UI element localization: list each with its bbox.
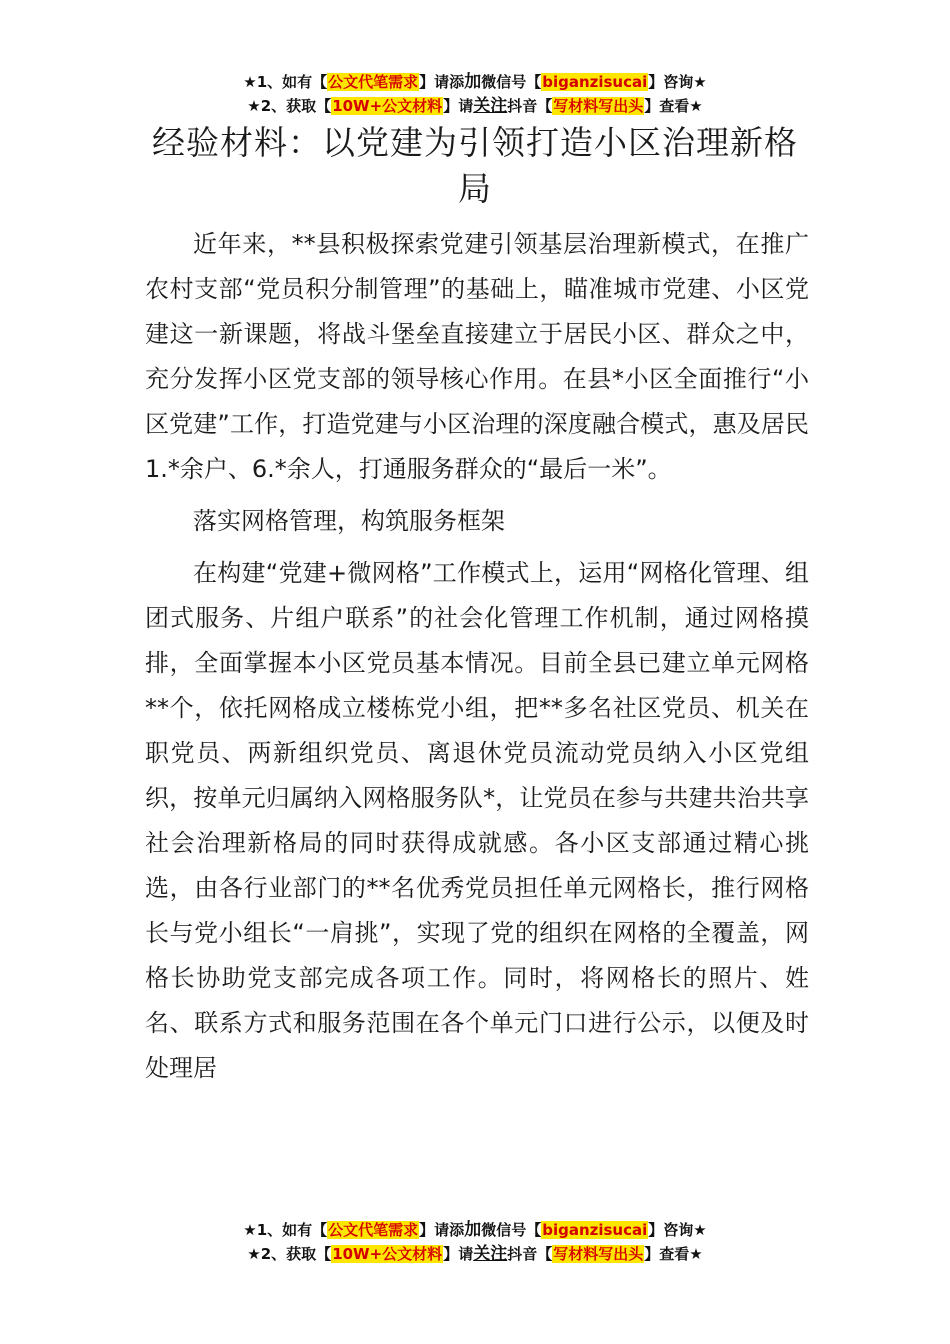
banner-text: 抖音【 — [507, 1245, 553, 1263]
banner-text: 】请添 — [419, 1221, 465, 1239]
banner-text: 微信号【 — [481, 1221, 542, 1239]
banner-text: 】咨询★ — [648, 1221, 707, 1239]
banner-text: 】请添 — [419, 73, 465, 91]
header-banner — [0, 70, 950, 118]
banner-highlight: 写材料写出头 — [553, 1245, 644, 1263]
banner-highlight: 10W+公文材料 — [332, 1245, 443, 1263]
banner-text: ★2、获取【 — [247, 97, 332, 115]
banner-text: ★1、如有【 — [243, 1221, 328, 1239]
section-heading: 落实网格管理，构筑服务框架 — [193, 507, 505, 535]
banner-highlight: biganzisucai — [542, 73, 648, 91]
banner-line-2 — [0, 1242, 950, 1266]
footer-banner — [0, 1218, 950, 1266]
banner-text: ★2、获取【 — [247, 1245, 332, 1263]
banner-text: ★1、如有【 — [243, 73, 328, 91]
banner-text: 关注 — [473, 96, 508, 116]
document-body — [145, 222, 809, 1098]
banner-text: 】查看★ — [644, 97, 703, 115]
banner-text: 抖音【 — [507, 97, 553, 115]
banner-highlight: biganzisucai — [542, 1221, 648, 1239]
banner-line-1 — [0, 70, 950, 94]
paragraph-grid-management: 在构建“党建+微网格”工作模式上，运用“网格化管理、组团式服务、片组户联系”的社会化管理工作机制，通过网格摸排，全面掌握本小区党员基本情况。目前全县已建立单元网格**个，依托网格成立楼栋党小组，把**多名社区党员、机关在职党员、两新组织党员、离退休党员流动党员纳入小区党组织，按单元归属纳入网格服务队*，让党员在参与共建共治共享社会治理新格局的同时获得成就感。各小区支部通过精心挑选，由各行业部门的**名优秀党员担任单元网格长，推行网格长与党小组长“一肩挑”，实现了党的组织在网格的全覆盖，网格长协助党支部完成各项工作。同时，将网格长的照片、姓名、联系方式和服务范围在各个单元门口进行公示，以便及时处理居 — [145, 559, 809, 1082]
banner-text: 关注 — [473, 1244, 508, 1264]
document-title: 经验材料：以党建为引领打造小区治理新格局 — [152, 123, 798, 208]
paragraph-intro: 近年来，**县积极探索党建引领基层治理新模式，在推广农村支部“党员积分制管理”的基础上，瞄准城市党建、小区党建这一新课题，将战斗堡垒直接建立于居民小区、群众之中，充分发挥小区党支部的领导核心作用。在县*小区全面推行“小区党建”工作，打造党建与小区治理的深度融合模式，惠及居民1.*余户、6.*余人，打通服务群众的“最后一米”。 — [145, 230, 809, 483]
banner-text: 加 — [464, 1220, 482, 1240]
banner-highlight: 写材料写出头 — [553, 97, 644, 115]
banner-text: 】查看★ — [644, 1245, 703, 1263]
banner-line-1 — [0, 1218, 950, 1242]
banner-highlight: 10W+公文材料 — [332, 97, 443, 115]
banner-text: 微信号【 — [481, 73, 542, 91]
banner-text: 加 — [464, 72, 482, 92]
banner-text: 】请 — [443, 97, 474, 115]
banner-line-2 — [0, 94, 950, 118]
banner-highlight: 公文代笔需求 — [328, 73, 419, 91]
banner-text: 】请 — [443, 1245, 474, 1263]
banner-text: 】咨询★ — [648, 73, 707, 91]
banner-highlight: 公文代笔需求 — [328, 1221, 419, 1239]
